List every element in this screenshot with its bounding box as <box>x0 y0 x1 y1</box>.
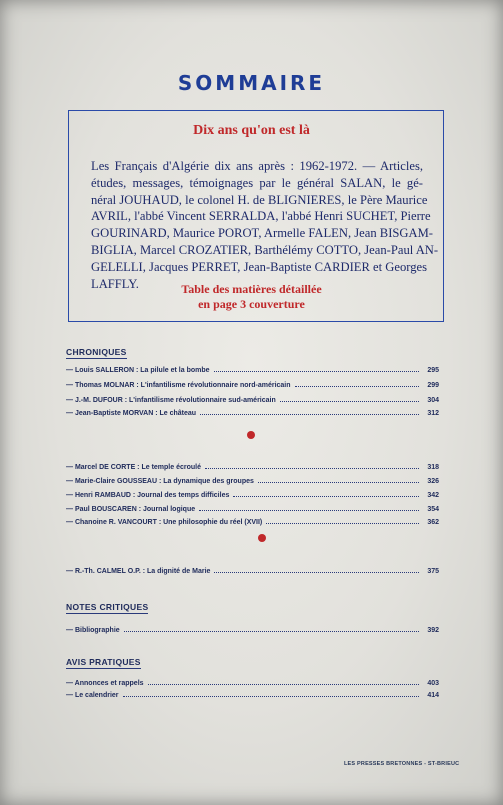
toc-entry[interactable] <box>66 364 439 374</box>
toc-entry-page: 312 <box>427 410 439 417</box>
toc-entry[interactable] <box>66 461 439 471</box>
toc-entry-page: 403 <box>427 680 439 687</box>
toc-entry-page: 354 <box>427 506 439 513</box>
section-avis-pratiques: AVIS PRATIQUES <box>66 657 141 667</box>
toc-entry-title: — Bibliographie <box>66 627 120 634</box>
toc-entry-title: — Paul BOUSCAREN : Journal logique <box>66 506 196 513</box>
toc-entry-title: — R.-Th. CALMEL O.P. : La dignité de Marie <box>66 568 211 575</box>
toc-entry[interactable] <box>66 677 439 687</box>
page-title: SOMMAIRE <box>177 71 326 95</box>
feature-line: GOURINARD, Maurice POROT, Armelle FALEN, Jean BISGAM- <box>91 226 433 241</box>
toc-entry-page: 362 <box>427 519 439 526</box>
toc-entry[interactable] <box>66 565 439 575</box>
dot-leader <box>123 695 419 697</box>
toc-entry-page: 326 <box>427 478 439 485</box>
dot-leader <box>199 509 419 511</box>
feature-line: LAFFLY. <box>91 276 139 291</box>
toc-entry[interactable] <box>66 407 439 417</box>
toc-entry-title: — Annonces et rappels <box>66 680 144 687</box>
dot-leader <box>205 467 419 469</box>
toc-entry[interactable] <box>66 503 439 513</box>
toc-entry-page: 318 <box>427 464 439 471</box>
dot-leader <box>280 400 419 402</box>
section-notes-critiques: NOTES CRITIQUES <box>66 602 149 612</box>
dot-leader <box>200 413 419 415</box>
section-chroniques: CHRONIQUES <box>66 347 127 357</box>
toc-entry[interactable] <box>66 516 439 526</box>
red-bullet <box>247 431 255 439</box>
feature-note-line2: en page 3 couverture <box>198 297 305 311</box>
feature-line: Les Français d'Algérie dix ans après : 1962-1972. — Articles, <box>91 159 423 173</box>
dot-leader <box>124 630 419 632</box>
toc-entry-title: — Marcel DE CORTE : Le temple écroulé <box>66 464 201 471</box>
dot-leader <box>295 385 419 387</box>
toc-entry-title: — J.-M. DUFOUR : L'infantilisme révolutionnaire sud-américain <box>66 397 276 404</box>
dot-leader <box>258 481 419 483</box>
toc-entry[interactable] <box>66 394 439 404</box>
toc-entry-title: — Marie-Claire GOUSSEAU : La dynamique des groupes <box>66 478 254 485</box>
toc-entry[interactable] <box>66 489 439 499</box>
toc-entry-page: 375 <box>427 568 439 575</box>
toc-entry-page: 392 <box>427 627 439 634</box>
toc-entry[interactable] <box>66 624 439 634</box>
dot-leader <box>266 522 419 524</box>
printer-credit: LES PRESSES BRETONNES - ST-BRIEUC <box>344 761 460 767</box>
dot-leader <box>233 495 419 497</box>
feature-note-line1: Table des matières détaillée <box>181 282 322 296</box>
toc-entry-page: 299 <box>427 382 439 389</box>
feature-line: néral JOUHAUD, le colonel H. de BLIGNIERES, le Père Maurice <box>91 192 428 207</box>
feature-line: études, messages, témoignages par le général SALAN, le gé- <box>91 175 423 190</box>
toc-entry-title: — Jean-Baptiste MORVAN : Le château <box>66 410 197 417</box>
feature-heading: Dix ans qu'on est là <box>193 123 310 138</box>
toc-entry[interactable] <box>66 379 439 389</box>
toc-entry-page: 342 <box>427 492 439 499</box>
toc-entry-page: 295 <box>427 367 439 374</box>
red-bullet <box>258 534 266 542</box>
toc-entry-title: — Chanoine R. VANCOURT : Une philosophie du réel (XVII) <box>66 519 263 526</box>
toc-entry-title: — Henri RAMBAUD : Journal des temps difficiles <box>66 492 230 499</box>
toc-entry[interactable] <box>66 689 439 699</box>
feature-line: GELELLI, Jacques PERRET, Jean-Baptiste CARDIER et Georges <box>91 259 427 274</box>
feature-text <box>91 158 439 292</box>
toc-entry-title: — Thomas MOLNAR : L'infantilisme révolutionnaire nord-américain <box>66 382 291 389</box>
toc-entry-page: 414 <box>427 692 439 699</box>
toc-entry-title: — Le calendrier <box>66 692 119 699</box>
toc-entry[interactable] <box>66 475 439 485</box>
toc-entry-title: — Louis SALLERON : La pilule et la bombe <box>66 367 210 374</box>
feature-line: BIGLIA, Marcel CROZATIER, Barthélémy COTTO, Jean-Paul AN- <box>91 242 439 257</box>
dot-leader <box>214 370 419 372</box>
feature-line: AVRIL, l'abbé Vincent SERRALDA, l'abbé Henri SUCHET, Pierre <box>91 209 431 224</box>
dot-leader <box>214 571 419 573</box>
dot-leader <box>148 683 419 685</box>
toc-entry-page: 304 <box>427 397 439 404</box>
